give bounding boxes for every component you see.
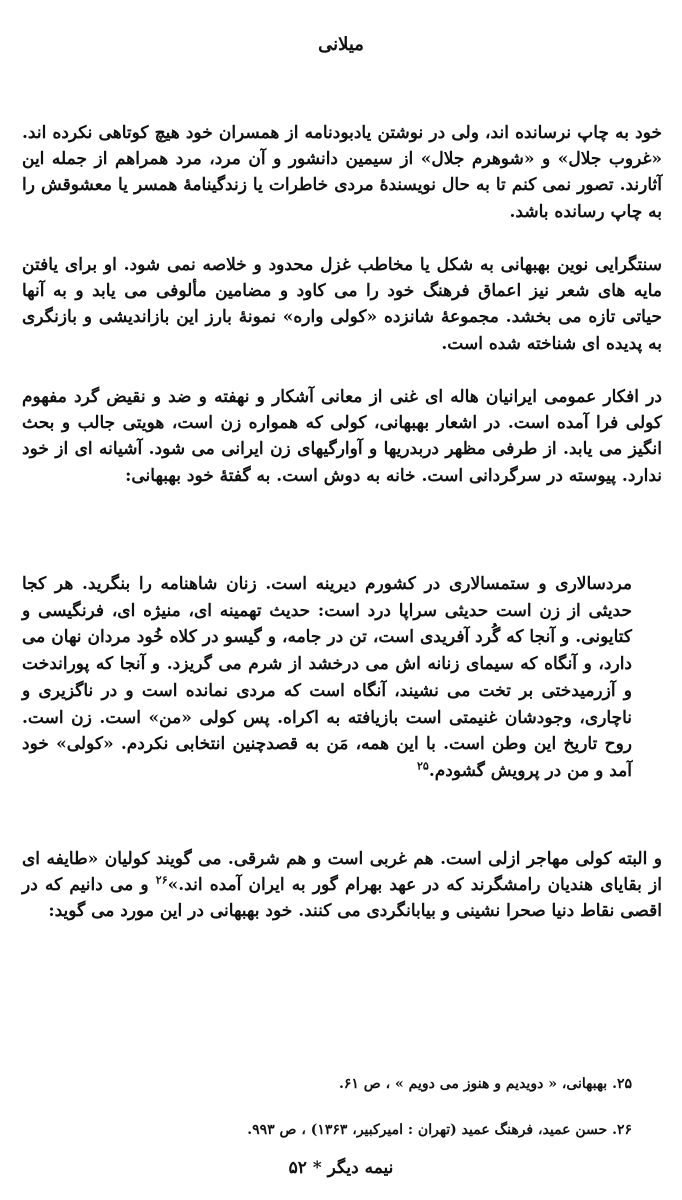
footnote-26: ۲۶. حسن عمید، فرهنگ عمید (تهران : امیرکبیر، ۱۳۶۳) ، ص ۹۹۳. [247,1122,632,1138]
running-header: میلانی [318,34,364,55]
paragraph-3: در افکار عمومی ایرانیان هاله ای غنی از معانی آشکار و نهفته و ضد و نقیض گرد مفهوم کولی فرا آمده است. در اشعار بهبهانی، کولی که همواره زن است، هویتی جالب و بحث انگیز می یابد. از طرفی مظهر دربدریها و آوارگیهای زن ایرانی می شود. آشیانه ای از خود ندارد. پیوسته در سرگردانی است. خانه به دوش است. به گفتهٔ خود بهبهانی: [22,387,662,486]
footnote-ref-25: ۲۵ [417,759,429,773]
paragraph-4-continued: و می دانیم که در اقصی نقاط دنیا صحرا نشینی و بیابانگردی می کنند. خود بهبهانی در این مورد می گوید: [22,875,662,922]
block-quote [22,571,632,785]
block-quote-text: مردسالاری و ستمسالاری در کشورم دیرینه است. زنان شاهنامه را بنگرید. هر کجا حدیثی از زن است حدیثی سراپا درد است: حدیث تهمینه ای، منیژه ای، فرنگیسی و کتایونی. و آنجا که گُرد آفریدی است، تن در جامه، و گیسو در کلاه خُود مردان نهان می دارد، و آنگاه که سیمای زنانه اش می درخشد از شرم می گریزد. و آنجا که پوراندخت و آزرمیدختی بر تخت می نشیند، آنگاه است که مردی نمانده است و در ناگزیری و ناچاری، وجودشان غنیمتی است بازیافته به اکراه. پس کولی «من» است. زن است. روح تاریخ این وطن است. با این همه، مَن به قصدچنین انتخابی نکردم. «کولی» خود آمد و من در پرویش گشودم. [22,574,632,781]
paragraph-4-text: و البته کولی مهاجر ازلی است. هم غربی است و هم شرقی. می گویند کولیان «طایفه ای از بقایای هندیان رامشگرند که در عهد بهرام گور به ایران آمده اند.» [22,849,662,896]
paragraph-4 [22,846,662,925]
footnote-25: ۲۵. بهبهانی، « دویدیم و هنوز می دویم » ، ص ۶۱. [339,1076,632,1092]
paragraph-2: سنتگرایی نوین بهبهانی به شکل یا مخاطب غزل محدود و خلاصه نمی شود. او برای یافتن مایه های شعر نیز اعماق فرهنگ خود را می کاود و مضامین مألوفی می یابد و به آنها حیاتی تازه می بخشد. مجموعهٔ شانزده «کولی واره» نمونهٔ بارز این بازاندیشی و بازنگری به پدیده ای شناخته شده است. [22,255,662,354]
page-footer: نیمه دیگر * ۵۲ [288,1158,394,1178]
footnote-ref-26: ۲۶ [155,873,168,887]
paragraph-1: خود به چاپ نرسانده اند، ولی در نوشتن یادبودنامه از همسران خود هیچ کوتاهی نکرده اند. «غروب جلال» و «شوهرم جلال» از سیمین دانشور و آن مرد، مرد همراهم از جمله این آثارند. تصور نمی کنم تا به حال نویسندهٔ مردی خاطرات یا زندگینامهٔ همسر یا معشوقش را به چاپ رسانده باشد. [22,123,662,222]
